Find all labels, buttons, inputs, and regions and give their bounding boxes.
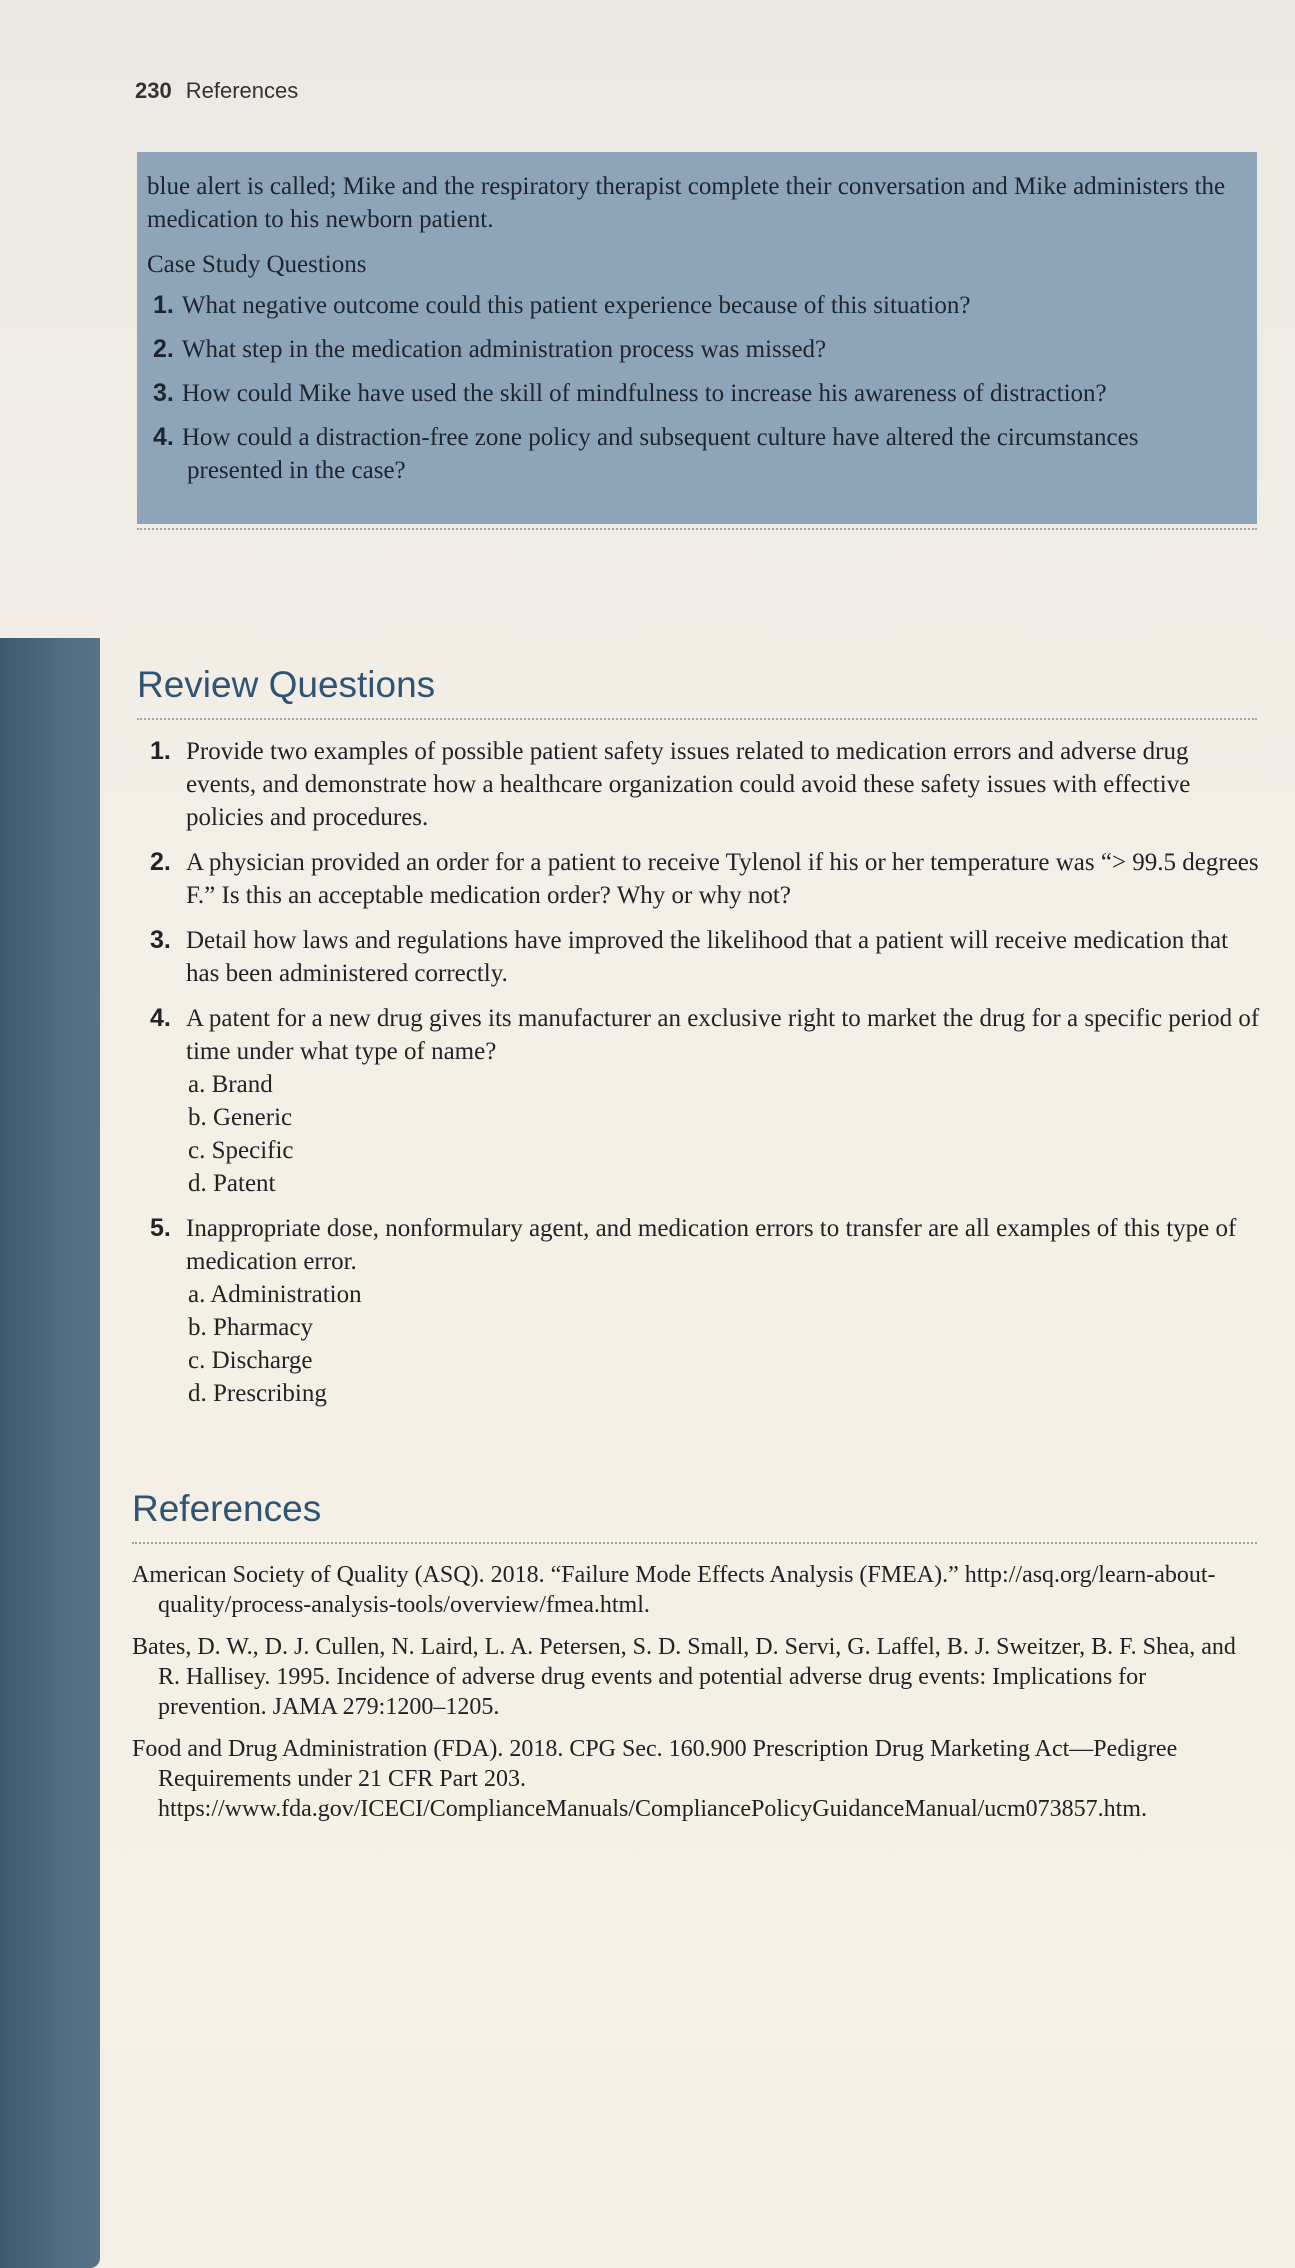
answer-option: c. Specific [188, 1137, 294, 1164]
case-study-question [147, 333, 1239, 366]
case-study-intro: blue alert is called; Mike and the respiratory therapist complete their conversation and Mike administers the medication to his newborn patient. [147, 173, 1226, 233]
review-question [150, 1212, 1260, 1410]
question-text: Detail how laws and regulations have improved the likelihood that a patient will receive medication that has been administered correctly. [186, 927, 1229, 987]
question-text: Inappropriate dose, nonformulary agent, and medication errors to transfer are all examples of this type of medication error. [186, 1215, 1237, 1275]
review-question [150, 924, 1260, 990]
answer-option: a. Brand [188, 1071, 273, 1098]
reference-entry: Bates, D. W., D. J. Cullen, N. Laird, L. A. Petersen, S. D. Small, D. Servi, G. Laffel, B. J. Sweitzer, B. F. Shea, and R. Hallisey. 1995. Incidence of adverse drug events and potential adverse drug events: Implications for prevention. JAMA 279:1200–1205. [132, 1634, 1236, 1720]
reference-entry: American Society of Quality (ASQ). 2018. “Failure Mode Effects Analysis (FMEA).” http://asq.org/learn-about-quality/process-analysis-tools/overview/fmea.html. [132, 1562, 1216, 1618]
question-number: 2. [153, 335, 174, 363]
case-study-question [147, 289, 1239, 322]
page-number: 230 [135, 78, 172, 103]
case-study-heading: Case Study Questions [147, 251, 367, 278]
answer-option: b. Pharmacy [188, 1314, 313, 1341]
question-number: 3. [150, 926, 171, 954]
question-number: 1. [150, 737, 171, 765]
question-text: Provide two examples of possible patient safety issues related to medication errors and adverse drug events, and demonstrate how a healthcare organization could avoid these safety issues with effective policies and procedures. [186, 738, 1191, 831]
question-text: How could Mike have used the skill of mindfulness to increase his awareness of distraction? [181, 380, 1107, 407]
answer-option: d. Patent [188, 1170, 276, 1197]
case-study-divider [137, 528, 1257, 530]
question-text: What step in the medication administration process was missed? [181, 336, 827, 363]
review-question [150, 735, 1260, 834]
running-header-title: References [185, 78, 299, 103]
question-number: 3. [153, 379, 174, 407]
question-number: 1. [153, 291, 174, 319]
answer-options [186, 1068, 1260, 1200]
review-questions [150, 735, 1260, 1422]
case-study-question-list [147, 289, 1239, 487]
review-question-list [150, 735, 1260, 1410]
question-number: 2. [150, 848, 171, 876]
references-title: References [132, 1488, 322, 1529]
case-study-question [147, 377, 1239, 410]
question-number: 4. [153, 423, 174, 451]
case-study-question [147, 421, 1239, 487]
review-questions-title: Review Questions [137, 664, 436, 705]
reference-list [132, 1560, 1257, 1836]
answer-option: b. Generic [188, 1104, 293, 1131]
question-text: What negative outcome could this patient experience because of this situation? [181, 292, 971, 319]
review-question [150, 846, 1260, 912]
running-header [135, 78, 298, 104]
answer-option: c. Discharge [188, 1347, 313, 1374]
question-number: 5. [150, 1214, 171, 1242]
question-text: A patent for a new drug gives its manufacturer an exclusive right to market the drug for a specific period of time under what type of name? [186, 1005, 1260, 1065]
reference-entry: Food and Drug Administration (FDA). 2018. CPG Sec. 160.900 Prescription Drug Marketing Act—Pedigree Requirements under 21 CFR Part 203. https://www.fda.gov/ICECI/ComplianceManuals/CompliancePolicyGuidanceManual/ucm073857.htm. [132, 1736, 1178, 1822]
question-text: A physician provided an order for a patient to receive Tylenol if his or her temperature was “> 99.5 degrees F.” Is this an acceptable medication order? Why or why not? [186, 849, 1259, 909]
answer-option: d. Prescribing [188, 1380, 327, 1407]
question-text: How could a distraction-free zone policy and subsequent culture have altered the circumstances presented in the case? [181, 424, 1139, 484]
section-color-tab [0, 638, 100, 2268]
case-study-box [137, 152, 1257, 524]
review-questions-divider [137, 718, 1257, 720]
review-question [150, 1002, 1260, 1200]
question-number: 4. [150, 1004, 171, 1032]
answer-options [186, 1278, 1260, 1410]
references-divider [132, 1542, 1257, 1544]
answer-option: a. Administration [188, 1281, 362, 1308]
